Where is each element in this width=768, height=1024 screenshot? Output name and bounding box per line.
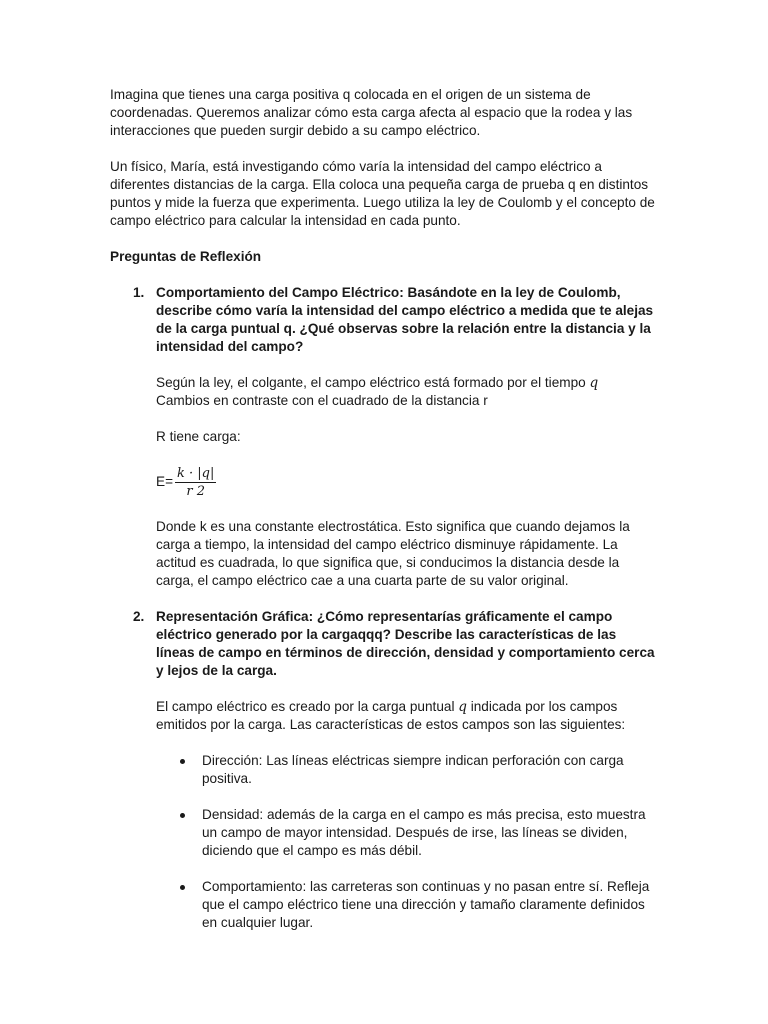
formula-numerator: k · |q| bbox=[177, 465, 215, 481]
answer-1-text: Según la ley, el colgante, el campo eléctrico está formado por el tiempo bbox=[156, 375, 590, 390]
charge-variable: q bbox=[589, 375, 599, 391]
question-2-answer-1 bbox=[156, 698, 658, 734]
question-1-answer-2: R tiene carga: bbox=[156, 429, 241, 444]
question-2 bbox=[110, 608, 658, 932]
charge-variable: q bbox=[458, 699, 467, 715]
bullet-icon bbox=[180, 885, 185, 890]
characteristics-list bbox=[156, 752, 658, 932]
q2-answer-tail: indicada por los campos emitidos por la carga. Las características de estos campos son las siguientes: bbox=[156, 699, 626, 732]
question-2-title: Representación Gráfica: ¿Cómo representarías gráficamente el campo eléctrico generado por la cargaqqq? Describe las características de las líneas de campo en términos de dirección, densidad y comportamiento cerca y lejos de la carga. bbox=[156, 609, 655, 678]
formula-lhs: E= bbox=[156, 474, 174, 489]
section-heading: Preguntas de Reflexión bbox=[110, 249, 262, 264]
bullet-icon bbox=[180, 813, 185, 818]
answer-1-tail: Cambios en contraste con el cuadrado de la distancia r bbox=[156, 393, 488, 408]
bullet-icon bbox=[180, 759, 185, 764]
question-1 bbox=[110, 284, 658, 590]
bullet-text: Dirección: Las líneas eléctricas siempre indican perforación con carga positiva. bbox=[202, 753, 624, 786]
question-2-number: 2. bbox=[133, 609, 145, 624]
list-item bbox=[156, 806, 658, 860]
question-1-number: 1. bbox=[133, 285, 145, 300]
q2-answer-text: El campo eléctrico es creado por la carga puntual bbox=[156, 699, 459, 714]
question-1-answer-3: Donde k es una constante electrostática. Esto significa que cuando dejamos la carga a tiempo, la intensidad del campo eléctrico disminuye rápidamente. La actitud es cuadrada, lo que significa que, si conducimos la distancia desde la carga, el campo eléctrico cae a una cuarta parte de su valor original. bbox=[156, 519, 630, 588]
intro-paragraph-2: Un físico, María, está investigando cómo varía la intensidad del campo eléctrico a diferentes distancias de la carga. Ella coloca una pequeña carga de prueba q en distintos puntos y mide la fuerza que experimenta. Luego utiliza la ley de Coulomb y el concepto de campo eléctrico para calcular la intensidad en cada punto. bbox=[110, 159, 655, 228]
electric-field-formula bbox=[156, 464, 658, 500]
formula-denominator: r 2 bbox=[186, 483, 205, 499]
intro-paragraph-1: Imagina que tienes una carga positiva q colocada en el origen de un sistema de coordenadas. Queremos analizar cómo esta carga afecta al espacio que la rodea y las interacciones que pueden surgir debido a su campo eléctrico. bbox=[110, 87, 633, 138]
bullet-text: Densidad: además de la carga en el campo es más precisa, esto muestra un campo de mayor intensidad. Después de irse, las líneas se dividen, diciendo que el campo es más débil. bbox=[202, 807, 646, 858]
bullet-text: Comportamiento: las carreteras son continuas y no pasan entre sí. Refleja que el campo eléctrico tiene una dirección y tamaño claramente definidos en cualquier lugar. bbox=[202, 879, 650, 930]
question-1-title: Comportamiento del Campo Eléctrico: Basándote en la ley de Coulomb, describe cómo varía la intensidad del campo eléctrico a medida que te alejas de la carga puntual q. ¿Qué observas sobre la relación entre la distancia y la intensidad del campo? bbox=[156, 285, 654, 354]
list-item bbox=[156, 878, 658, 932]
question-1-answer-1 bbox=[156, 374, 658, 410]
formula-fraction bbox=[175, 465, 216, 500]
list-item bbox=[156, 752, 658, 788]
questions-list bbox=[110, 284, 658, 932]
